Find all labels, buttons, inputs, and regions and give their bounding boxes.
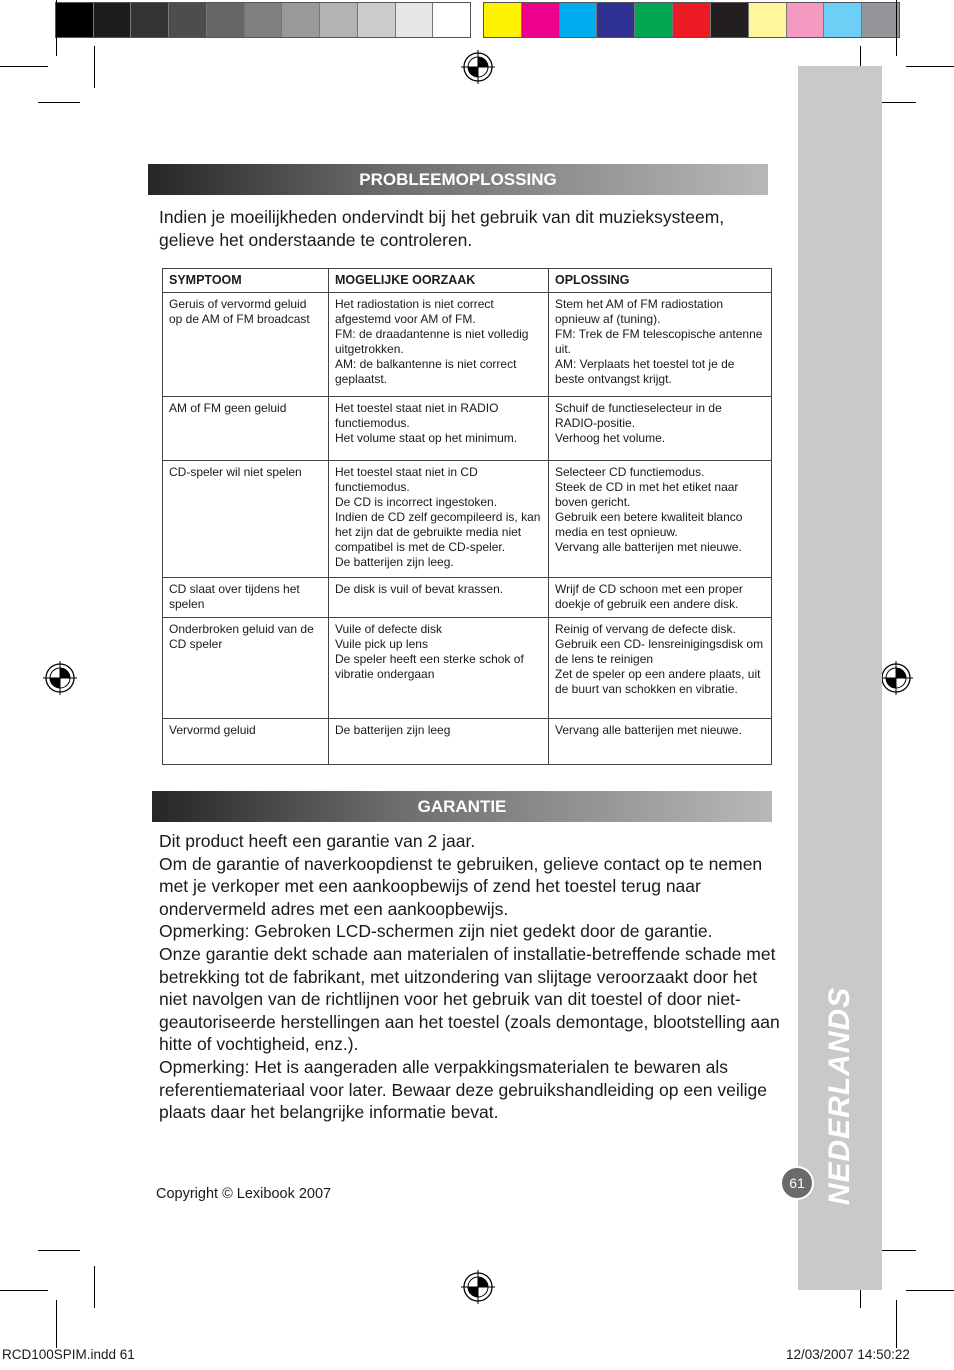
warranty-paragraph: Opmerking: Het is aangeraden alle verpakkingsmaterialen te bewaren als referentiemateriaal voor later. Bewaar deze gebruikshandleiding op een veilige plaats daar het belangrijke informatie bevat. <box>159 1056 768 1123</box>
solution-line: Schuif de functieselecteur in de RADIO-positie. <box>555 401 722 430</box>
registration-mark-icon <box>43 661 77 695</box>
intro-paragraph: Indien je moeilijkheden ondervindt bij het gebruik van dit muzieksysteem, gelieve het onderstaande te controleren. <box>159 207 725 250</box>
process-color-bar <box>483 2 900 38</box>
color-swatch <box>749 3 787 37</box>
color-swatch <box>94 3 132 37</box>
cause-line: Het toestel staat niet in CD functiemodus. <box>335 465 478 494</box>
color-swatch <box>597 3 635 37</box>
registration-mark-icon <box>461 1270 495 1304</box>
table-header-row <box>163 269 772 293</box>
warranty-paragraph: Dit product heeft een garantie van 2 jaar. <box>159 831 476 851</box>
color-swatch <box>169 3 207 37</box>
symptom-cell: CD-speler wil niet spelen <box>163 461 329 578</box>
cause-line: De batterijen zijn leeg <box>335 723 451 737</box>
color-swatch <box>131 3 169 37</box>
solution-line: Zet de speler op een andere plaats, uit de buurt van schokken en vibratie. <box>555 667 761 696</box>
column-header: OPLOSSING <box>549 269 772 293</box>
warranty-paragraph: Opmerking: Gebroken LCD-schermen zijn niet gedekt door de garantie. <box>159 921 713 942</box>
cause-cell <box>329 461 549 578</box>
registration-mark-icon <box>879 661 913 695</box>
crop-mark <box>56 1300 57 1348</box>
column-header: SYMPTOOM <box>163 269 329 293</box>
table-row <box>163 578 772 618</box>
color-swatch <box>56 3 94 37</box>
cause-line: De batterijen zijn leeg. <box>335 555 454 569</box>
column-header: MOGELIJKE OORZAAK <box>329 269 549 293</box>
solution-line: FM: Trek de FM telescopische antenne uit. <box>555 327 763 356</box>
cause-line: Vuile pick up lens <box>335 637 428 651</box>
cause-cell <box>329 293 549 397</box>
cause-cell <box>329 719 549 765</box>
symptom-cell: CD slaat over tijdens het spelen <box>163 578 329 618</box>
solution-cell <box>549 578 772 618</box>
cause-line: De speler heeft een sterke schok of vibratie ondergaan <box>335 652 524 681</box>
cause-line: Het toestel staat niet in RADIO functiemodus. <box>335 401 499 430</box>
grayscale-color-bar <box>55 2 471 38</box>
solution-line: Vervang alle batterijen met nieuwe. <box>555 723 742 737</box>
color-swatch <box>824 3 862 37</box>
crop-mark <box>94 1266 95 1308</box>
crop-mark <box>896 0 897 56</box>
cause-line: De disk is vuil of bevat krassen. <box>335 582 504 596</box>
troubleshooting-table <box>162 268 772 765</box>
table-row <box>163 719 772 765</box>
table-row <box>163 461 772 578</box>
crop-mark <box>896 1300 897 1348</box>
symptom-cell: AM of FM geen geluid <box>163 397 329 461</box>
solution-line: Verhoog het volume. <box>555 431 666 445</box>
color-swatch <box>396 3 434 37</box>
table-row <box>163 618 772 719</box>
crop-mark <box>906 66 954 67</box>
solution-line: Stem het AM of FM radiostation opnieuw af (tuning). <box>555 297 724 326</box>
warranty-text <box>159 830 784 1124</box>
table-row <box>163 293 772 397</box>
solution-cell <box>549 293 772 397</box>
cause-line: De CD is incorrect ingestoken. <box>335 495 498 509</box>
crop-mark <box>38 1250 80 1251</box>
color-swatch <box>711 3 749 37</box>
cause-cell <box>329 578 549 618</box>
symptom-cell: Geruis of vervormd geluid op de AM of FM broadcast <box>163 293 329 397</box>
color-swatch <box>787 3 825 37</box>
cause-cell <box>329 618 549 719</box>
color-swatch <box>207 3 245 37</box>
color-swatch <box>484 3 522 37</box>
solution-line: Steek de CD in met het etiket naar boven gericht. <box>555 480 739 509</box>
crop-mark <box>0 1290 48 1291</box>
color-swatch <box>358 3 396 37</box>
color-swatch <box>635 3 673 37</box>
color-swatch <box>433 3 470 37</box>
warranty-paragraph: Om de garantie of naverkoopdienst te gebruiken, gelieve contact op te nemen met je verkoper met een aankoopbewijs of zend het toestel terug naar ondervermeld adres met een aankoopbewijs. <box>159 853 763 919</box>
section-title-troubleshooting: PROBLEEMOPLOSSING <box>148 164 768 195</box>
crop-mark <box>906 1290 954 1291</box>
color-swatch <box>673 3 711 37</box>
cause-line: Indien de CD zelf gecompileerd is, kan het zijn dat de gebruikte media niet compatibel is met de CD-speler. <box>335 510 541 554</box>
cause-line: FM: de draadantenne is niet volledig uitgetrokken. <box>335 327 529 356</box>
symptom-cell: Onderbroken geluid van de CD speler <box>163 618 329 719</box>
crop-mark <box>94 46 95 88</box>
color-swatch <box>560 3 598 37</box>
copyright-notice: Copyright © Lexibook 2007 <box>156 1186 332 1202</box>
solution-line: Wrijf de CD schoon met een proper doekje of gebruik een andere disk. <box>555 582 743 611</box>
solution-cell <box>549 719 772 765</box>
file-slug: RCD100SPIM.indd 61 <box>2 1347 135 1362</box>
cause-line: AM: de balkantenne is niet correct geplaatst. <box>335 357 517 386</box>
page-number: 61 <box>780 1166 814 1200</box>
solution-line: Vervang alle batterijen met nieuwe. <box>555 540 742 554</box>
color-swatch <box>245 3 283 37</box>
cause-line: Vuile of defecte disk <box>335 622 442 636</box>
section-title-warranty: GARANTIE <box>152 791 772 822</box>
language-side-tab <box>798 66 882 1290</box>
color-swatch <box>522 3 560 37</box>
solution-line: AM: Verplaats het toestel tot je de beste ontvangst krijgt. <box>555 357 735 386</box>
color-swatch <box>282 3 320 37</box>
cause-line: Het volume staat op het minimum. <box>335 431 518 445</box>
warranty-paragraph: Onze garantie dekt schade aan materialen of installatie-betreffende schade met betrekking tot de fabrikant, met uitzondering van slijtage veroorzaakt door het niet navolgen van de richtlijnen voor het gebruik van dit toestel of door niet-geautoriseerde herstellingen aan het toestel (zoals demontage, blootstelling aan hitte of vochtigheid, enz.). <box>159 943 780 1055</box>
symptom-cell: Vervormd geluid <box>163 719 329 765</box>
solution-cell <box>549 618 772 719</box>
registration-mark-icon <box>461 50 495 84</box>
crop-mark <box>56 0 57 56</box>
crop-mark <box>38 102 80 103</box>
solution-cell <box>549 397 772 461</box>
solution-line: Selecteer CD functiemodus. <box>555 465 705 479</box>
solution-line: Gebruik een betere kwaliteit blanco media en test opnieuw. <box>555 510 743 539</box>
solution-line: Gebruik een CD- lensreinigingsdisk om de lens te reinigen <box>555 637 764 666</box>
crop-mark <box>0 66 48 67</box>
solution-cell <box>549 461 772 578</box>
cause-cell <box>329 397 549 461</box>
cause-line: Het radiostation is niet correct afgestemd voor AM of FM. <box>335 297 494 326</box>
date-slug: 12/03/2007 14:50:22 <box>786 1347 910 1362</box>
language-label: NEDERLANDS <box>823 986 856 1206</box>
color-swatch <box>320 3 358 37</box>
table-row <box>163 397 772 461</box>
solution-line: Reinig of vervang de defecte disk. <box>555 622 736 636</box>
color-swatch <box>862 3 899 37</box>
